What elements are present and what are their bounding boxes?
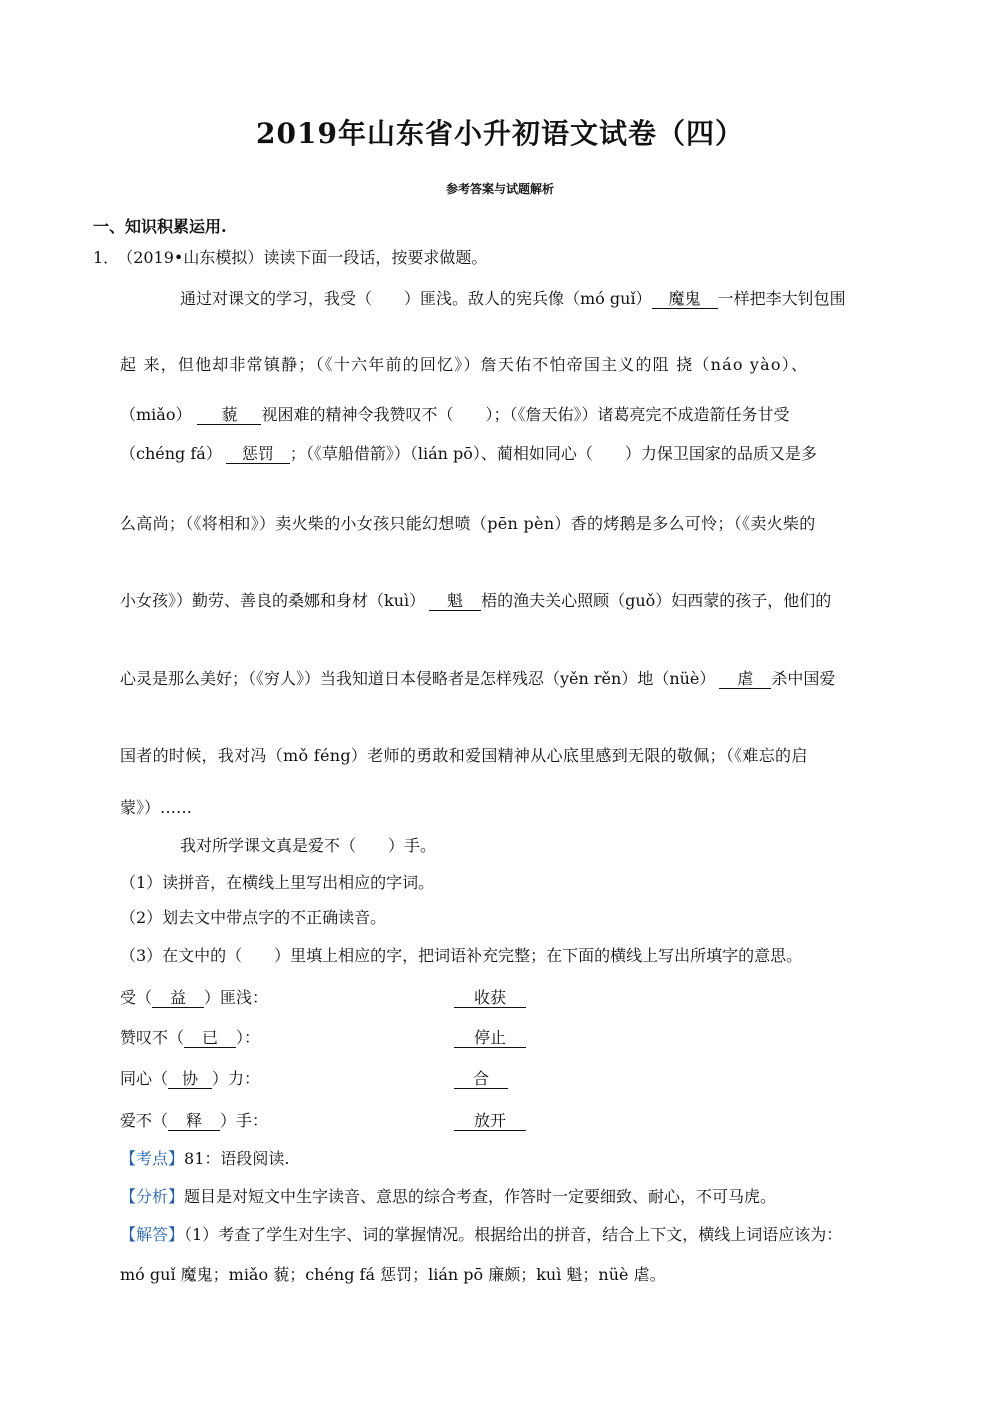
answer-blank: 惩罚 bbox=[226, 445, 290, 464]
answer-fill: 协 bbox=[168, 1070, 212, 1089]
passage-text: （chéng fá） bbox=[120, 444, 222, 463]
question-number: 1． bbox=[93, 248, 120, 267]
answer-meaning-4 bbox=[454, 1110, 526, 1132]
answer-blank: 魁 bbox=[429, 592, 481, 611]
answer-prefix: 受（ bbox=[120, 988, 153, 1007]
subquestion-2: （2）划去文中带点字的不正确读音。 bbox=[120, 908, 387, 927]
answer-fill: 已 bbox=[184, 1029, 236, 1048]
passage-text: 视困难的精神令我赞叹不（ ）；（《詹天佑》）诸葛亮完不成造箭任务甘受 bbox=[261, 405, 790, 424]
answer-prefix: 赞叹不（ bbox=[120, 1028, 185, 1047]
jieda-line-2: mó guǐ 魔鬼；miǎo 藐；chéng fá 惩罚；lián pō 廉颇；kuì 魁；nüè 虐。 bbox=[120, 1265, 666, 1284]
answer-meaning-1 bbox=[454, 987, 526, 1009]
passage-line-3 bbox=[120, 404, 789, 426]
passage-line-9: 蒙》）…… bbox=[120, 798, 193, 817]
passage-text: （miǎo） bbox=[120, 405, 192, 424]
answer-fill: 益 bbox=[152, 989, 204, 1008]
answer-meaning-3 bbox=[454, 1068, 508, 1090]
passage-line-2: 起 来，但他却非常镇静；（《十六年前的回忆》）詹天佑不怕帝国主义的阻 挠（náo yào）、 bbox=[120, 355, 809, 374]
kaodian-text: 81：语段阅读. bbox=[184, 1149, 290, 1168]
question-1-header bbox=[93, 247, 487, 269]
passage-text: 小女孩》）勤劳、善良的桑娜和身材（kuì） bbox=[120, 591, 426, 610]
passage-line-7 bbox=[120, 668, 835, 690]
passage-text: 一样把李大钊包围 bbox=[717, 289, 846, 308]
meaning-blank: 合 bbox=[454, 1070, 508, 1089]
passage-line-1 bbox=[180, 288, 846, 310]
fenxi-tag: 【分析】 bbox=[120, 1187, 185, 1206]
passage-line-4 bbox=[120, 443, 817, 465]
question-source: （2019•山东模拟）读读下面一段话，按要求做题。 bbox=[125, 248, 488, 267]
page-subtitle: 参考答案与试题解析 bbox=[445, 182, 554, 196]
page-title: 2019年山东省小升初语文试卷（四） bbox=[256, 117, 744, 150]
subquestion-1: （1）读拼音，在横线上里写出相应的字词。 bbox=[120, 873, 435, 892]
jieda-line bbox=[120, 1224, 842, 1246]
answer-suffix: ）力： bbox=[212, 1069, 261, 1088]
section-heading: 一、知识积累运用. bbox=[93, 217, 227, 236]
passage-text: 通过对课文的学习，我受（ ）匪浅。敌人的宪兵像（mó guǐ） bbox=[180, 289, 652, 308]
answer-row-2 bbox=[120, 1027, 260, 1049]
passage-text: 心灵是那么美好；（《穷人》）当我知道日本侵略者是怎样残忍（yěn rěn）地（nüè） bbox=[120, 669, 716, 688]
fenxi-text: 题目是对短文中生字读音、意思的综合考查，作答时一定要细致、耐心，不可马虎。 bbox=[184, 1187, 777, 1206]
passage-line-5: 么高尚；（《将相和》）卖火柴的小女孩只能幻想喷（pēn pèn）香的烤鹅是多么可怜；（《卖火柴的 bbox=[120, 514, 816, 533]
answer-prefix: 爱不（ bbox=[120, 1111, 169, 1130]
jieda-text: （1）考查了学生对生字、词的掌握情况。根据给出的拼音，结合上下文，横线上词语应该为： bbox=[184, 1225, 843, 1244]
passage-text: ；（《草船借箭》）（lián pō）、蔺相如同心（ ）力保卫国家的品质又是多 bbox=[289, 444, 817, 463]
passage-line-10: 我对所学课文真是爱不（ ）手。 bbox=[180, 836, 437, 855]
answer-blank: 藐 bbox=[197, 406, 261, 425]
answer-suffix: ）： bbox=[236, 1028, 261, 1047]
kaodian-tag: 【考点】 bbox=[120, 1149, 185, 1168]
meaning-blank: 停止 bbox=[454, 1029, 526, 1048]
passage-text: 杀中国爱 bbox=[771, 669, 836, 688]
kaodian-line bbox=[120, 1148, 289, 1170]
answer-fill: 释 bbox=[168, 1112, 220, 1131]
passage-text: 梧的渔夫关心照顾（guǒ）妇西蒙的孩子，他们的 bbox=[481, 591, 832, 610]
meaning-blank: 放开 bbox=[454, 1112, 526, 1131]
answer-suffix: ）手： bbox=[220, 1111, 269, 1130]
answer-blank: 魔鬼 bbox=[652, 290, 718, 309]
passage-line-6 bbox=[120, 590, 831, 612]
answer-prefix: 同心（ bbox=[120, 1069, 169, 1088]
answer-row-1 bbox=[120, 987, 268, 1009]
subquestion-3: （3）在文中的（ ）里填上相应的字，把词语补充完整；在下面的横线上写出所填字的意思。 bbox=[120, 946, 803, 965]
answer-meaning-2 bbox=[454, 1027, 526, 1049]
passage-line-8: 国者的时候，我对冯（mǒ féng）老师的勇敢和爱国精神从心底里感到无限的敬佩；（《难忘的启 bbox=[120, 746, 808, 765]
answer-row-4 bbox=[120, 1110, 268, 1132]
answer-suffix: ）匪浅： bbox=[204, 988, 269, 1007]
answer-blank: 虐 bbox=[719, 670, 771, 689]
answer-row-3 bbox=[120, 1068, 260, 1090]
meaning-blank: 收获 bbox=[454, 989, 526, 1008]
fenxi-line bbox=[120, 1186, 776, 1208]
jieda-tag: 【解答】 bbox=[120, 1225, 185, 1244]
